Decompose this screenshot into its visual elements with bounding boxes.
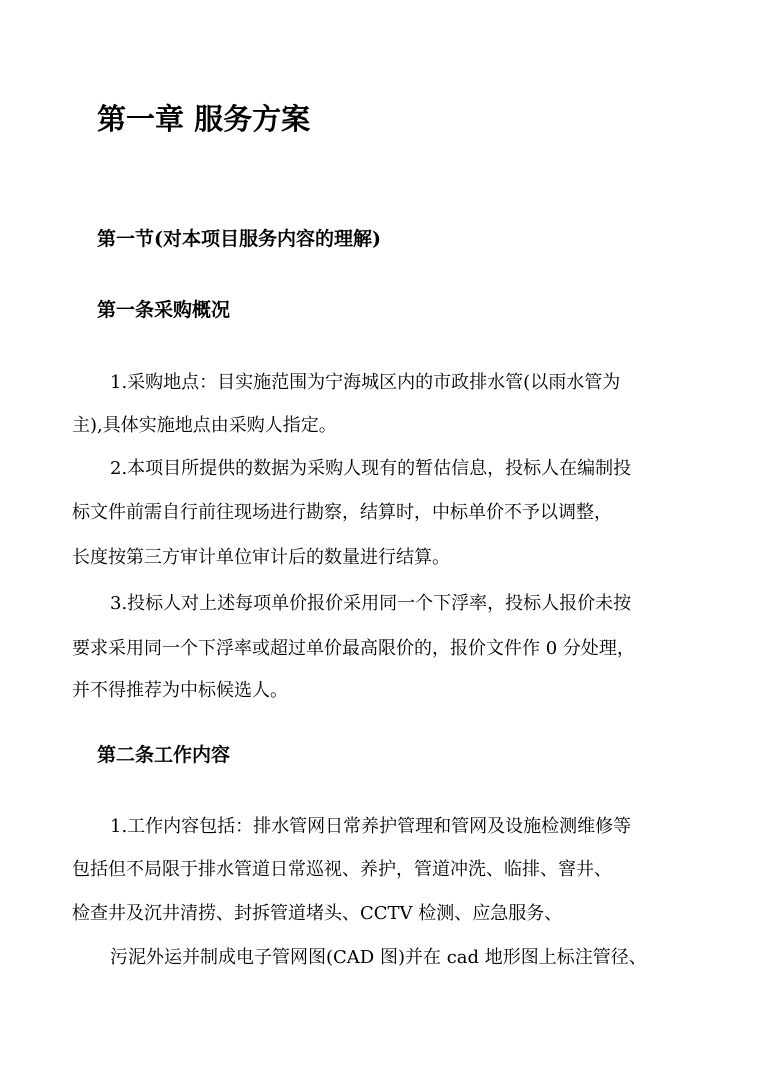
paragraph-line: 检查井及沉井清捞、封拆管道堵头、CCTV 检测、应急服务、 [72,903,563,924]
paragraph-line: 1.工作内容包括：排水管网日常养护管理和管网及设施检测维修等 [110,816,632,837]
paragraph-line: 并不得推荐为中标候选人。 [72,680,288,701]
paragraph-line: 包括但不局限于排水管道日常巡视、养护，管道冲洗、临排、窨井、 [72,859,612,880]
article-title: 第一条采购概况 [97,299,231,321]
paragraph-line: 标文件前需自行前往现场进行勘察，结算时，中标单价不予以调整， [72,502,612,523]
paragraph-line: 污泥外运并制成电子管网图(CAD 图)并在 cad 地形图上标注管径、 [110,947,647,968]
paragraph-line: 主),具体实施地点由采购人指定。 [72,415,337,436]
paragraph-line: 长度按第三方审计单位审计后的数量进行结算。 [72,547,450,568]
section-title: 第一节(对本项目服务内容的理解) [97,228,381,250]
article-title: 第二条工作内容 [97,744,231,766]
paragraph-line: 1.采购地点：目实施范围为宁海城区内的市政排水管(以雨水管为 [110,372,621,393]
chapter-title: 第一章 服务方案 [97,102,311,136]
paragraph-line: 2.本项目所提供的数据为采购人现有的暂估信息，投标人在编制投 [110,458,632,479]
paragraph-line: 要求采用同一个下浮率或超过单价最高限价的，报价文件作 0 分处理， [72,638,635,659]
paragraph-line: 3.投标人对上述每项单价报价采用同一个下浮率，投标人报价未按 [110,593,632,614]
